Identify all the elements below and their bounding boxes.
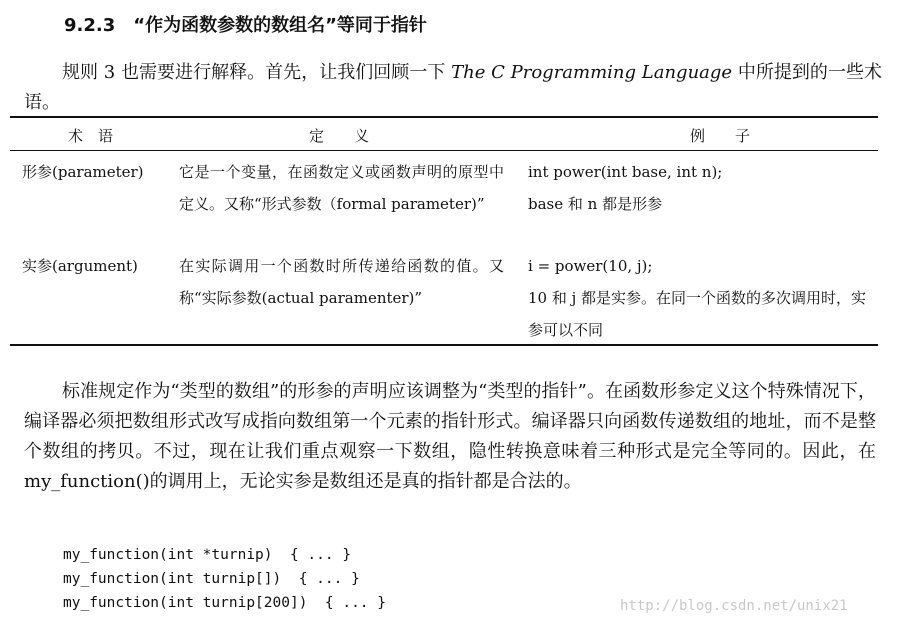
intro-text-before: 规则 3 也需要进行解释。首先，让我们回顾一下 [62, 62, 452, 83]
table-header-rule [10, 150, 878, 151]
example-line: base 和 n 都是形参 [528, 195, 663, 213]
example-parameter [528, 156, 873, 220]
intro-text-after: 中所提到的一些术语。 [24, 62, 882, 113]
body-paragraph: 标准规定作为“类型的数组”的形参的声明应该调整为“类型的指针”。在函数形参定义这个特殊情况下，编译器必须把数组形式改写成指向数组第一个元素的指针形式。编译器只向函数传递数组的地址，而不是整个数组的拷贝。不过，现在让我们重点观察一下数组，隐性转换意味着三种形式是完全等同的。因此，在 my_function()的调用上，无论实参是数组还是真的指针都是合法的。 [24, 381, 876, 492]
section-title: “作为函数参数的数组名”等同于指针 [133, 15, 427, 36]
example-line: i = power(10, j); [528, 257, 653, 275]
section-number: 9.2.3 [64, 15, 116, 36]
header-definition: 定 义 [309, 127, 370, 145]
header-example: 例 子 [690, 127, 751, 145]
example-argument [528, 250, 873, 346]
code-line: my_function(int turnip[200]) { ... } [63, 595, 387, 611]
example-note: 10 和 j 都是实参。在同一个函数的多次调用时，实参可以不同 [528, 289, 867, 339]
section-heading [64, 11, 427, 37]
definition-parameter: 它是一个变量，在函数定义或函数声明的原型中定义。又称“形式参数（formal parameter)” [179, 163, 504, 213]
term-parameter: 形参(parameter) [22, 163, 144, 181]
code-line: my_function(int turnip[]) { ... } [63, 571, 360, 587]
table-bottom-rule [10, 344, 878, 346]
watermark: http://blog.csdn.net/unix21 [620, 598, 848, 614]
term-argument: 实参(argument) [22, 257, 138, 275]
book-title: The C Programming Language [451, 62, 733, 83]
code-line: my_function(int *turnip) { ... } [63, 547, 352, 563]
table-top-rule [10, 116, 878, 118]
intro-paragraph [24, 58, 882, 118]
code-block [63, 543, 386, 615]
header-term: 术 语 [68, 127, 114, 145]
definition-argument: 在实际调用一个函数时所传递给函数的值。又称“实际参数(actual paramenter)” [179, 257, 504, 307]
example-line: int power(int base, int n); [528, 163, 723, 181]
